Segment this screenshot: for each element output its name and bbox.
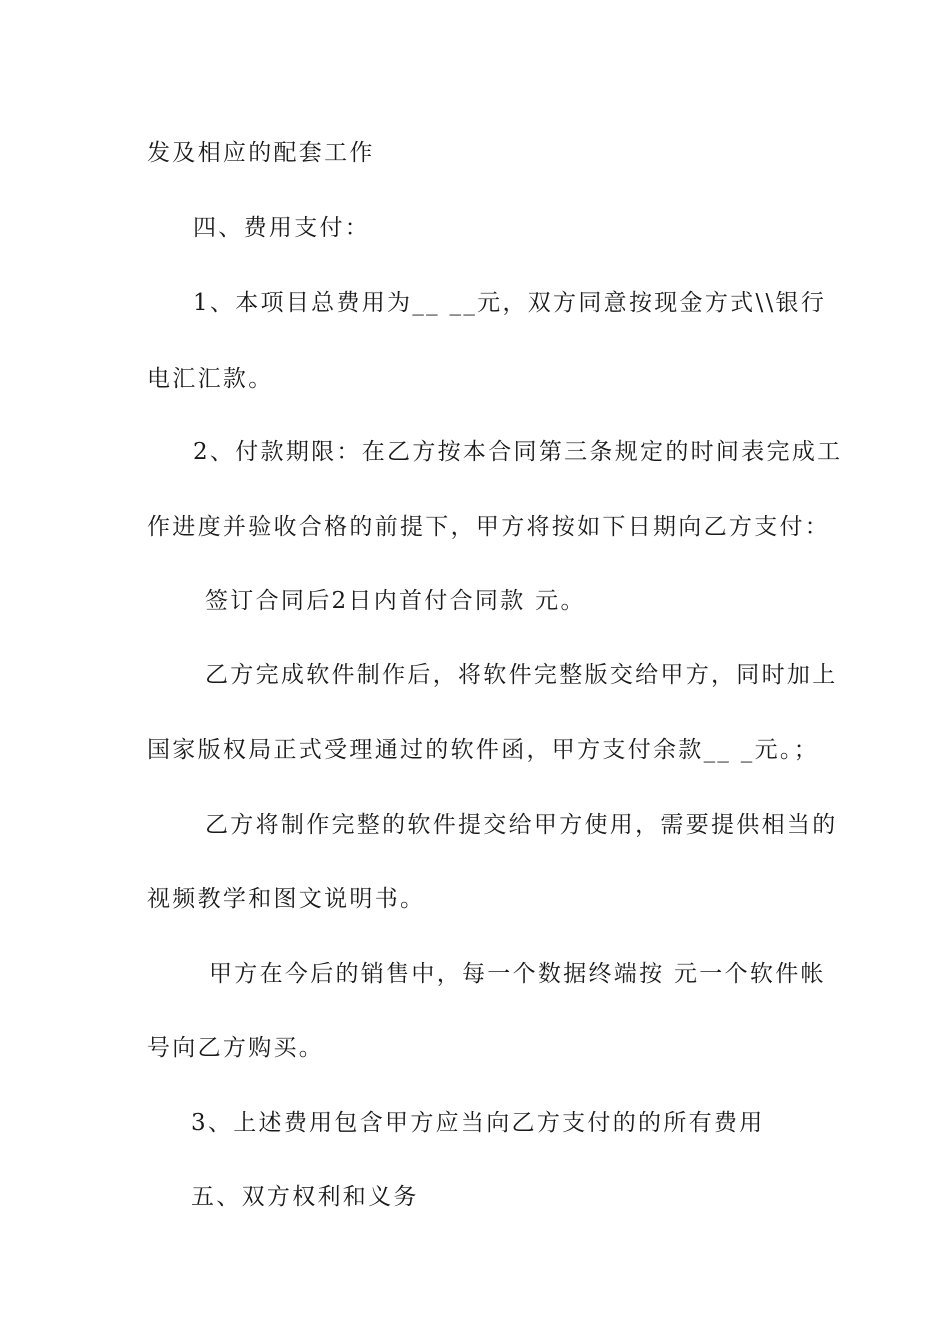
- text-line-13: 号向乙方购买。: [147, 1035, 325, 1061]
- text-line-1: 发及相应的配套工作: [147, 140, 375, 166]
- text-line-3: 1、本项目总费用为__ __元，双方同意按现金方式\\银行: [193, 290, 827, 316]
- text-line-4: 电汇汇款。: [147, 366, 274, 392]
- section-heading-rights-obligations: 五、双方权利和义务: [191, 1184, 419, 1210]
- text-line-8: 乙方完成软件制作后，将软件完整版交给甲方，同时加上: [205, 662, 838, 688]
- text-line-7: 签订合同后2日内首付合同款 元。: [205, 588, 586, 614]
- text-line-10: 乙方将制作完整的软件提交给甲方使用，需要提供相当的: [205, 812, 838, 838]
- text-line-12: 甲方在今后的销售中，每一个数据终端按 元一个软件帐: [209, 961, 826, 987]
- text-line-5: 2、付款期限：在乙方按本合同第三条规定的时间表完成工: [193, 439, 843, 465]
- text-line-14: 3、上述费用包含甲方应当向乙方支付的的所有费用: [191, 1110, 765, 1136]
- text-line-9: 国家版权局正式受理通过的软件函，甲方支付余款__ _元。；: [147, 737, 820, 763]
- section-heading-fee-payment: 四、费用支付：: [193, 215, 371, 241]
- text-line-6: 作进度并验收合格的前提下，甲方将按如下日期向乙方支付：: [147, 514, 831, 540]
- text-line-11: 视频教学和图文说明书。: [147, 886, 426, 912]
